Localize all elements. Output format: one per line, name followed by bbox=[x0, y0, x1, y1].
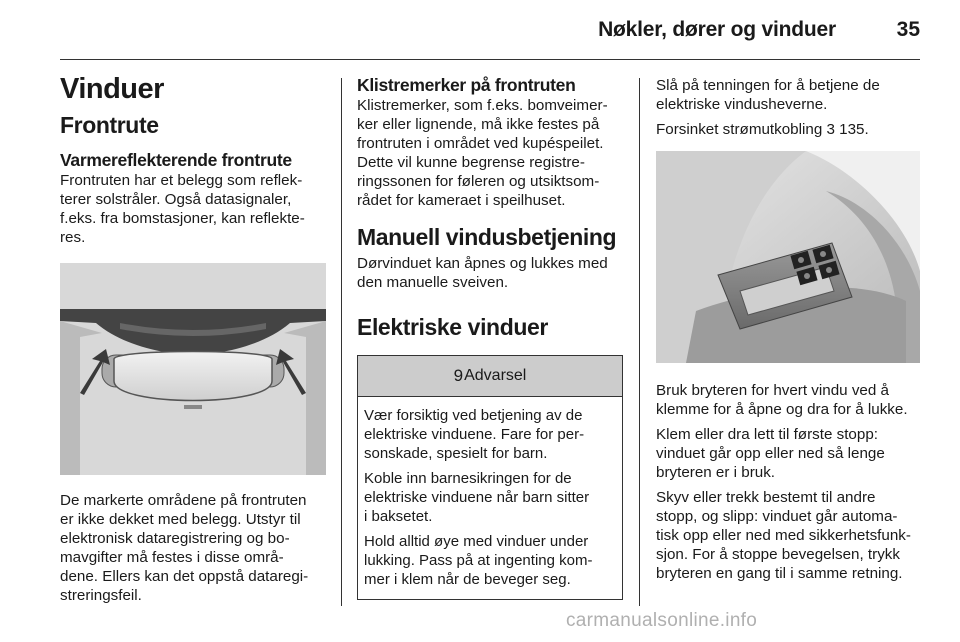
text-line: Dørvinduet kan åpnes og lukkes med bbox=[357, 255, 608, 272]
manual-window-heading: Manuell vindusbetjening bbox=[357, 224, 617, 250]
text-line: mavgifter må festes i disse områ- bbox=[60, 549, 284, 566]
press-paragraph bbox=[656, 425, 922, 482]
text-line: i baksetet. bbox=[364, 508, 433, 525]
delayed-power-text: Forsinket strømutkobling 3 135. bbox=[656, 121, 869, 138]
text-line: ker eller lignende, må ikke festes på bbox=[357, 116, 600, 133]
manual-paragraph bbox=[357, 254, 623, 292]
text-line: Hold alltid øye med vinduer under bbox=[364, 533, 589, 550]
page-number: 35 bbox=[896, 18, 920, 41]
text-line: stopp, og slipp: vinduet går automa- bbox=[656, 508, 898, 525]
text-line: frontruten i området ved kupéspeilet. bbox=[357, 135, 604, 152]
text-line: terer solstråler. Også datasignaler, bbox=[60, 191, 292, 208]
door-switch-drawing bbox=[656, 151, 920, 363]
text-line: elektriske vindusheverne. bbox=[656, 96, 828, 113]
text-line: elektronisk dataregistrering og bo- bbox=[60, 530, 290, 547]
column-right bbox=[656, 72, 922, 583]
text-line: er ikke dekket med belegg. Utstyr til bbox=[60, 511, 301, 528]
text-line: elektriske vinduene når barn sitter bbox=[364, 489, 590, 506]
intro-paragraph bbox=[60, 171, 326, 247]
text-line: Koble inn barnesikringen for de bbox=[364, 470, 572, 487]
auto-paragraph bbox=[656, 488, 922, 583]
header-title: Nøkler, dører og vinduer bbox=[598, 18, 836, 41]
text-line: De markerte områdene på frontruten bbox=[60, 492, 307, 509]
text-line: ringssonen for føleren og utsiktsom- bbox=[357, 173, 600, 190]
switch-paragraph bbox=[656, 381, 922, 419]
text-line: Klistremerker, som f.eks. bomveimer- bbox=[357, 97, 608, 114]
warning-header bbox=[358, 356, 622, 397]
text-line: bryteren er i bruk. bbox=[656, 464, 776, 481]
text-line: lukking. Pass på at ingenting kom- bbox=[364, 552, 593, 569]
text-line: Bruk bryteren for hvert vindu ved å bbox=[656, 382, 889, 399]
section-heading: Frontrute bbox=[60, 112, 159, 138]
warning-triangle-icon: 9 bbox=[453, 366, 464, 385]
windscreen-mirror-illustration bbox=[60, 263, 326, 475]
text-line: res. bbox=[60, 229, 86, 246]
column-divider-right bbox=[639, 78, 640, 606]
text-line: Klem eller dra lett til første stopp: bbox=[656, 426, 878, 443]
electric-windows-heading: Elektriske vinduer bbox=[357, 314, 548, 340]
text-line: streringsfeil. bbox=[60, 587, 142, 604]
watermark: carmanualsonline.info bbox=[566, 610, 758, 631]
ignition-paragraph bbox=[656, 76, 922, 114]
text-line: vinduet går opp eller ned så lenge bbox=[656, 445, 885, 462]
column-middle bbox=[357, 72, 623, 600]
text-line: klemme for å åpne og dra for å lukke. bbox=[656, 401, 908, 418]
header-rule bbox=[60, 59, 920, 60]
text-line: sonskade, spesielt for barn. bbox=[364, 445, 548, 462]
warning-title: Advarsel bbox=[464, 367, 527, 384]
text-line: Vær forsiktig ved betjening av de bbox=[364, 407, 583, 424]
sticker-heading: Klistremerker på frontruten bbox=[357, 75, 576, 95]
text-line: elektriske vinduene. Fare for per- bbox=[364, 426, 585, 443]
column-divider-left bbox=[341, 78, 342, 606]
text-line: bryteren en gang til i samme retning. bbox=[656, 565, 903, 582]
column-left bbox=[60, 72, 326, 605]
text-line: dene. Ellers kan det oppstå dataregi- bbox=[60, 568, 309, 585]
subsection-heading: Varmereflekterende frontrute bbox=[60, 150, 292, 170]
text-line: mer i klem når de beveger seg. bbox=[364, 571, 571, 588]
caption-paragraph bbox=[60, 491, 326, 605]
mirror-drawing bbox=[60, 263, 326, 475]
text-line: tisk opp eller ned med sikkerhetsfunk- bbox=[656, 527, 911, 544]
text-line: den manuelle sveiven. bbox=[357, 274, 509, 291]
text-line: f.eks. fra bomstasjoner, kan reflekte- bbox=[60, 210, 305, 227]
window-switch-illustration bbox=[656, 151, 920, 363]
text-line: Skyv eller trekk bestemt til andre bbox=[656, 489, 876, 506]
text-line: Slå på tenningen for å betjene de bbox=[656, 77, 880, 94]
text-line: sjon. For å stoppe bevegelsen, trykk bbox=[656, 546, 900, 563]
text-line: Frontruten har et belegg som reflek- bbox=[60, 172, 303, 189]
warning-body bbox=[358, 397, 622, 599]
warning-box bbox=[357, 355, 623, 600]
text-line: rådet for kameraet i speilhuset. bbox=[357, 192, 566, 209]
chapter-heading: Vinduer bbox=[60, 73, 164, 105]
text-line: Dette vil kunne begrense registre- bbox=[357, 154, 585, 171]
sticker-paragraph bbox=[357, 96, 623, 210]
